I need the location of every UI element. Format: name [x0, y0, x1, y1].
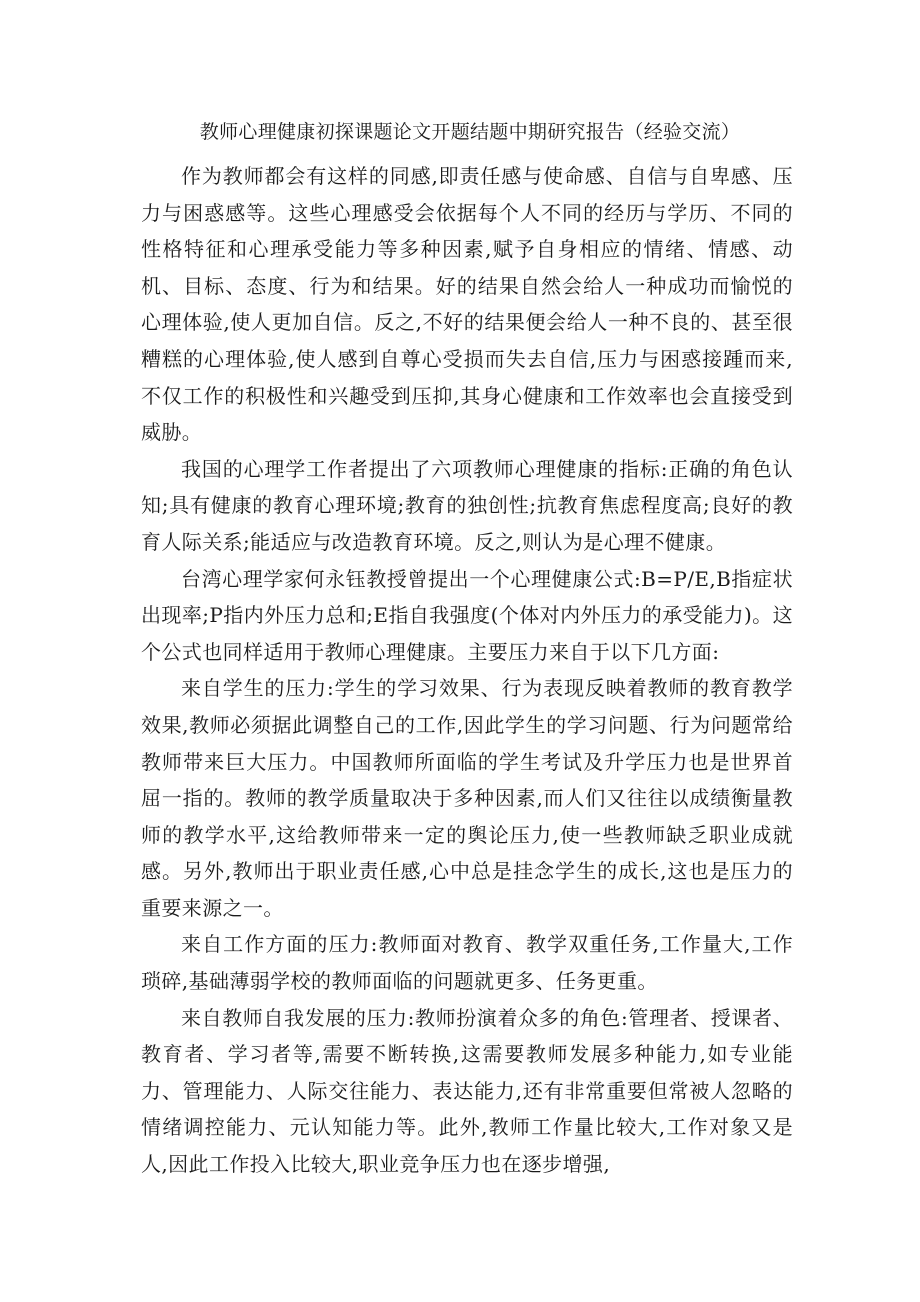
paragraph-student-pressure: 来自学生的压力:学生的学习效果、行为表现反映着教师的教育教学效果,教师必须据此调整自己的工作,因此学生的学习问题、行为问题常给教师带来巨大压力。中国教师所面临的学生考试及升学压力也是世界首屈一指的。教师的教学质量取决于多种因素,而人们又往往以成绩衡量教师的教学水平,这给教师带来一定的舆论压力,使一些教师缺乏职业成就感。另外,教师出于职业责任感,心中总是挂念学生的成长,这也是压力的重要来源之一。	[141, 676, 793, 920]
paragraph-self-development-pressure: 来自教师自我发展的压力:教师扮演着众多的角色:管理者、授课者、教育者、学习者等,需要不断转换,这需要教师发展多种能力,如专业能力、管理能力、人际交往能力、表达能力,还有非常重要但常被人忽略的情绪调控能力、元认知能力等。此外,教师工作量比较大,工作对象又是人,因此工作投入比较大,职业竞争压力也在逐步增强,	[141, 1005, 793, 1177]
document-body	[141, 158, 793, 1183]
paragraph-intro: 作为教师都会有这样的同感,即责任感与使命感、自信与自卑感、压力与困惑感等。这些心理感受会依据每个人不同的经历与学历、不同的性格特征和心理承受能力等多种因素,赋予自身相应的情绪、情感、动机、目标、态度、行为和结果。好的结果自然会给人一种成功而愉悦的心理体验,使人更加自信。反之,不好的结果便会给人一种不良的、甚至很糟糕的心理体验,使人感到自尊心受损而失去自信,压力与困惑接踵而来,不仅工作的积极性和兴趣受到压抑,其身心健康和工作效率也会直接受到威胁。	[141, 164, 793, 445]
paragraph-health-indicators: 我国的心理学工作者提出了六项教师心理健康的指标:正确的角色认知;具有健康的教育心理环境;教育的独创性;抗教育焦虑程度高;良好的教育人际关系;能适应与改造教育环境。反之,则认为是心理不健康。	[141, 456, 793, 554]
paragraph-health-formula: 台湾心理学家何永钰教授曾提出一个心理健康公式:B=P/E,B指症状出现率;P指内外压力总和;E指自我强度(个体对内外压力的承受能力)。这个公式也同样适用于教师心理健康。主要压力来自于以下几方面:	[141, 566, 793, 664]
document-title: 教师心理健康初探课题论文开题结题中期研究报告（经验交流）	[199, 121, 741, 143]
paragraph-work-pressure: 来自工作方面的压力:教师面对教育、教学双重任务,工作量大,工作琐碎,基础薄弱学校的教师面临的问题就更多、任务更重。	[141, 932, 793, 994]
